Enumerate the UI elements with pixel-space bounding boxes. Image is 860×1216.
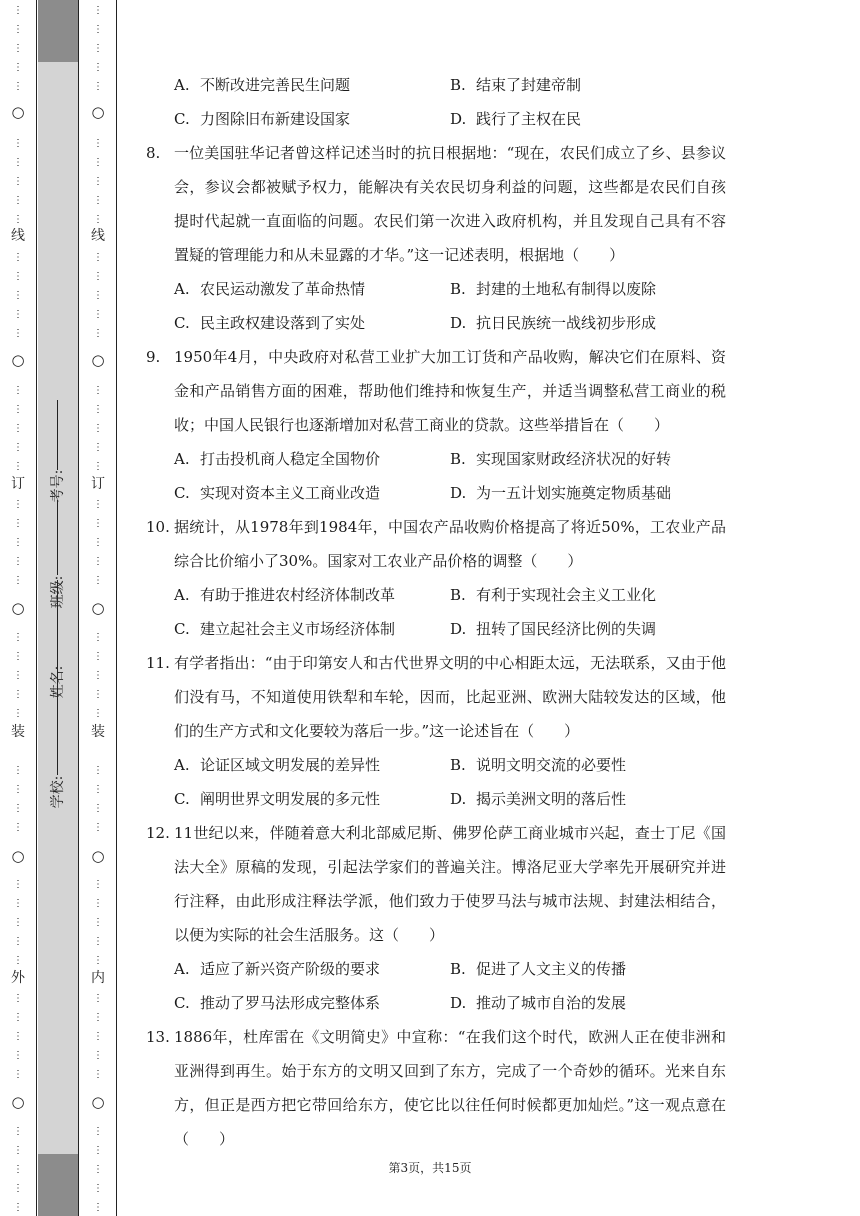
option-text: 推动了城市自治的发展	[476, 994, 627, 1012]
option-letter: B.	[450, 76, 466, 94]
student-field-label: 班级:	[50, 575, 66, 609]
perforation-dot: ⋮	[13, 24, 23, 35]
question-number: 12.	[146, 824, 170, 842]
question-stem: 11世纪以来，伴随着意大利北部威尼斯、佛罗伦萨工商业城市兴起，查士丁尼《国法大全》原稿的发现，引起法学家们的普遍关注。博洛尼亚大学率先开展研究并进行注释，由此形成注释法学派，他们致力于使罗马法与城市法规、封建法相结合，以便为实际的社会生活服务。这（ ）	[174, 824, 726, 944]
option-letter: D.	[450, 790, 467, 808]
perforation-dot: ⋮	[13, 1202, 23, 1213]
student-field-label: 学校:	[50, 775, 66, 809]
option-text: 说明文明交流的必要性	[476, 756, 627, 774]
cut-circle-icon: ○	[11, 103, 25, 121]
perforation-dot: ⋮	[93, 1126, 103, 1137]
perforation-dot: ⋮	[93, 1164, 103, 1175]
cut-circle-icon: ○	[91, 847, 105, 865]
option	[450, 782, 726, 816]
option-letter: B.	[450, 960, 466, 978]
question-number: 9.	[146, 348, 161, 366]
binding-strip-inner	[80, 0, 117, 1216]
perforation-dot: ⋮	[93, 1031, 103, 1042]
perforation-dot: ⋮	[13, 898, 23, 909]
perforation-dot: ⋮	[93, 632, 103, 643]
option-text: 建立起社会主义市场经济体制	[200, 620, 396, 638]
question-stem: 据统计，从1978年到1984年，中国农产品收购价格提高了将近50%，工农业产品综合比价缩小了30%。国家对工农业产品价格的调整（ ）	[174, 518, 726, 570]
question-stem: 1886年，杜库雷在《文明简史》中宣称：“在我们这个时代，欧洲人正在使非洲和亚洲得到再生。始于东方的文明又回到了东方，完成了一个奇妙的循环。光来自东方，但正是西方把它带回给东方，使它比以往任何时候都更加灿烂。”这一观点意在（ ）	[174, 1028, 726, 1148]
perforation-dot: ⋮	[13, 689, 23, 700]
perforation-dot: ⋮	[93, 518, 103, 529]
option-text: 论证区域文明发展的差异性	[200, 756, 381, 774]
perforation-dot: ⋮	[13, 252, 23, 263]
option-letter: A.	[174, 450, 190, 468]
perforation-dot: ⋮	[93, 176, 103, 187]
perforation-dot: ⋮	[13, 309, 23, 320]
perforation-dot: ⋮	[93, 879, 103, 890]
perforation-dot: ⋮	[13, 1012, 23, 1023]
option	[174, 578, 450, 612]
option-letter: D.	[450, 484, 467, 502]
perforation-dot: ⋮	[93, 1012, 103, 1023]
cut-circle-icon: ○	[11, 599, 25, 617]
perforation-dot: ⋮	[93, 252, 103, 263]
perforation-dot: ⋮	[93, 195, 103, 206]
option-text: 揭示美洲文明的落后性	[476, 790, 627, 808]
perforation-dot: ⋮	[13, 1183, 23, 1194]
perforation-dot: ⋮	[93, 499, 103, 510]
question-body	[146, 646, 726, 748]
perforation-dot: ⋮	[93, 442, 103, 453]
binding-mark: 外	[11, 970, 25, 986]
option-text: 适应了新兴资产阶级的要求	[200, 960, 381, 978]
perforation-dot: ⋮	[93, 784, 103, 795]
perforation-dot: ⋮	[93, 24, 103, 35]
perforation-dot: ⋮	[13, 784, 23, 795]
option	[174, 272, 450, 306]
perforation-dot: ⋮	[13, 1145, 23, 1156]
option	[450, 102, 726, 136]
question-body	[146, 510, 726, 578]
binding-mark: 线	[11, 228, 25, 244]
option-text: 民主政权建设落到了实处	[200, 314, 366, 332]
option-letter: D.	[450, 314, 467, 332]
perforation-dot: ⋮	[13, 879, 23, 890]
option-text: 扭转了国民经济比例的失调	[476, 620, 657, 638]
perforation-dot: ⋮	[13, 632, 23, 643]
option-text: 推动了罗马法形成完整体系	[200, 994, 381, 1012]
option-text: 践行了主权在民	[476, 110, 582, 128]
student-field-blank[interactable]	[57, 400, 58, 470]
strip-cap-top	[38, 0, 78, 62]
perforation-dot: ⋮	[13, 385, 23, 396]
option-text: 促进了人文主义的传播	[476, 960, 627, 978]
option	[450, 476, 726, 510]
option-letter: C.	[174, 484, 190, 502]
option-letter: A.	[174, 586, 190, 604]
perforation-dot: ⋮	[13, 461, 23, 472]
binding-mark: 装	[91, 724, 105, 740]
perforation-dot: ⋮	[13, 1069, 23, 1080]
question-stem: 有学者指出：“由于印第安人和古代世界文明的中心相距太远，无法联系，又由于他们没有马，不知道使用铁犁和车轮，因而，比起亚洲、欧洲大陆较发达的区域，他们的生产方式和文化要较为落后一步。”这一论述旨在（ ）	[174, 654, 726, 740]
perforation-dot: ⋮	[13, 5, 23, 16]
cut-circle-icon: ○	[91, 351, 105, 369]
perforation-dot: ⋮	[93, 993, 103, 1004]
perforation-dot: ⋮	[93, 5, 103, 16]
perforation-dot: ⋮	[13, 195, 23, 206]
perforation-dot: ⋮	[93, 1183, 103, 1194]
option-letter: D.	[450, 994, 467, 1012]
perforation-dot: ⋮	[13, 214, 23, 225]
perforation-dot: ⋮	[13, 499, 23, 510]
perforation-dot: ⋮	[93, 1069, 103, 1080]
perforation-dot: ⋮	[13, 518, 23, 529]
option	[174, 68, 450, 102]
option-letter: C.	[174, 110, 190, 128]
binding-mark: 线	[91, 228, 105, 244]
question	[146, 510, 726, 646]
question-options	[146, 272, 726, 340]
perforation-dot: ⋮	[93, 1050, 103, 1061]
inner-cut-line	[80, 0, 116, 1216]
perforation-dot: ⋮	[13, 537, 23, 548]
question-options	[146, 748, 726, 816]
binding-mark: 内	[91, 970, 105, 986]
option-text: 力图除旧布新建设国家	[200, 110, 351, 128]
question-body	[146, 816, 726, 952]
perforation-dot: ⋮	[93, 575, 103, 586]
page-footer: 第3页，共15页	[388, 1161, 472, 1175]
question-body	[146, 340, 726, 442]
perforation-dot: ⋮	[13, 271, 23, 282]
perforation-dot: ⋮	[93, 822, 103, 833]
perforation-dot: ⋮	[93, 670, 103, 681]
perforation-dot: ⋮	[13, 575, 23, 586]
option	[450, 578, 726, 612]
perforation-dot: ⋮	[93, 708, 103, 719]
cut-circle-icon: ○	[11, 847, 25, 865]
option	[450, 442, 726, 476]
perforation-dot: ⋮	[93, 689, 103, 700]
perforation-dot: ⋮	[13, 442, 23, 453]
perforation-dot: ⋮	[13, 822, 23, 833]
option-text: 有利于实现社会主义工业化	[476, 586, 657, 604]
question-number: 10.	[146, 518, 170, 536]
option-letter: B.	[450, 450, 466, 468]
perforation-dot: ⋮	[93, 917, 103, 928]
question-body	[146, 1020, 726, 1156]
question	[146, 136, 726, 340]
perforation-dot: ⋮	[13, 708, 23, 719]
perforation-dot: ⋮	[93, 1145, 103, 1156]
perforation-dot: ⋮	[93, 461, 103, 472]
cut-circle-icon: ○	[11, 351, 25, 369]
option	[450, 68, 726, 102]
option-letter: C.	[174, 314, 190, 332]
option	[450, 272, 726, 306]
perforation-dot: ⋮	[13, 157, 23, 168]
perforation-dot: ⋮	[13, 936, 23, 947]
option	[174, 442, 450, 476]
cut-circle-icon: ○	[91, 1093, 105, 1111]
perforation-dot: ⋮	[13, 290, 23, 301]
option-text: 结束了封建帝制	[476, 76, 582, 94]
option	[174, 476, 450, 510]
perforation-dot: ⋮	[93, 1202, 103, 1213]
perforation-dot: ⋮	[93, 157, 103, 168]
option-text: 封建的土地私有制得以废除	[476, 280, 657, 298]
question-body	[146, 136, 726, 272]
cut-circle-icon: ○	[91, 103, 105, 121]
question-stem: 1950年4月，中央政府对私营工业扩大加工订货和产品收购，解决它们在原料、资金和产品销售方面的困难，帮助他们维持和恢复生产，并适当调整私营工商业的税收；中国人民银行也逐渐增加对私营工商业的贷款。这些举措旨在（ ）	[174, 348, 726, 434]
perforation-dot: ⋮	[93, 765, 103, 776]
perforation-dot: ⋮	[93, 271, 103, 282]
perforation-dot: ⋮	[13, 43, 23, 54]
option-letter: B.	[450, 586, 466, 604]
perforation-dot: ⋮	[93, 936, 103, 947]
perforation-dot: ⋮	[13, 917, 23, 928]
option	[174, 748, 450, 782]
cut-circle-icon: ○	[91, 599, 105, 617]
student-field-blank[interactable]	[57, 500, 58, 575]
option-letter: A.	[174, 756, 190, 774]
option-letter: A.	[174, 960, 190, 978]
perforation-dot: ⋮	[93, 898, 103, 909]
perforation-dot: ⋮	[13, 404, 23, 415]
binding-mark: 订	[91, 476, 105, 492]
perforation-dot: ⋮	[13, 138, 23, 149]
option-text: 实现对资本主义工商业改造	[200, 484, 381, 502]
perforation-dot: ⋮	[13, 993, 23, 1004]
perforation-dot: ⋮	[93, 81, 103, 92]
perforation-dot: ⋮	[13, 1050, 23, 1061]
option-letter: C.	[174, 620, 190, 638]
perforation-dot: ⋮	[93, 651, 103, 662]
option-letter: A.	[174, 280, 190, 298]
perforation-dot: ⋮	[93, 537, 103, 548]
perforation-dot: ⋮	[13, 1031, 23, 1042]
perforation-dot: ⋮	[13, 556, 23, 567]
perforation-dot: ⋮	[13, 328, 23, 339]
question-options	[146, 578, 726, 646]
option	[450, 306, 726, 340]
perforation-dot: ⋮	[93, 138, 103, 149]
student-field-label: 考号:	[50, 469, 66, 503]
option-letter: D.	[450, 110, 467, 128]
option-text: 实现国家财政经济状况的好转	[476, 450, 672, 468]
perforation-dot: ⋮	[13, 651, 23, 662]
question-number: 8.	[146, 144, 161, 162]
option	[174, 782, 450, 816]
perforation-dot: ⋮	[13, 1164, 23, 1175]
option-letter: C.	[174, 994, 190, 1012]
perforation-dot: ⋮	[13, 670, 23, 681]
perforation-dot: ⋮	[93, 62, 103, 73]
perforation-dot: ⋮	[93, 404, 103, 415]
perforation-dot: ⋮	[93, 328, 103, 339]
perforation-dot: ⋮	[93, 290, 103, 301]
perforation-dot: ⋮	[93, 214, 103, 225]
option	[174, 306, 450, 340]
option-text: 不断改进完善民生问题	[200, 76, 351, 94]
perforation-dot: ⋮	[13, 1126, 23, 1137]
question-list	[146, 68, 726, 1156]
perforation-dot: ⋮	[93, 803, 103, 814]
perforation-dot: ⋮	[93, 309, 103, 320]
option	[450, 612, 726, 646]
option	[450, 952, 726, 986]
option-text: 为一五计划实施奠定物质基础	[476, 484, 672, 502]
question-7-options	[146, 68, 726, 136]
binding-mark: 装	[11, 724, 25, 740]
option	[174, 986, 450, 1020]
option-letter: C.	[174, 790, 190, 808]
binding-strip-outer	[0, 0, 37, 1216]
question	[146, 816, 726, 1020]
outer-cut-line	[0, 0, 36, 1216]
perforation-dot: ⋮	[93, 43, 103, 54]
perforation-dot: ⋮	[13, 81, 23, 92]
option	[174, 612, 450, 646]
option	[174, 102, 450, 136]
question	[146, 646, 726, 816]
cut-circle-icon: ○	[11, 1093, 25, 1111]
option	[450, 986, 726, 1020]
option-text: 有助于推进农村经济体制改革	[200, 586, 396, 604]
perforation-dot: ⋮	[13, 765, 23, 776]
question-number: 13.	[146, 1028, 170, 1046]
student-info-strip	[38, 0, 79, 1216]
question	[146, 340, 726, 510]
perforation-dot: ⋮	[93, 556, 103, 567]
option-text: 打击投机商人稳定全国物价	[200, 450, 381, 468]
perforation-dot: ⋮	[13, 423, 23, 434]
question-number: 11.	[146, 654, 170, 672]
student-field-label: 姓名:	[50, 665, 66, 699]
perforation-dot: ⋮	[13, 176, 23, 187]
option-letter: B.	[450, 756, 466, 774]
option-letter: A.	[174, 76, 190, 94]
option-text: 农民运动激发了革命热情	[200, 280, 366, 298]
perforation-dot: ⋮	[13, 955, 23, 966]
perforation-dot: ⋮	[93, 423, 103, 434]
option-text: 阐明世界文明发展的多元性	[200, 790, 381, 808]
question-options	[146, 952, 726, 1020]
perforation-dot: ⋮	[93, 385, 103, 396]
question-stem: 一位美国驻华记者曾这样记述当时的抗日根据地：“现在，农民们成立了乡、县参议会，参议会都被赋予权力，能解决有关农民切身利益的问题，这些都是农民们自孩提时代起就一直面临的问题。农民们第一次进入政府机构，并且发现自己具有不容置疑的管理能力和从未显露的才华。”这一记述表明，根据地（ ）	[174, 144, 726, 264]
option	[450, 748, 726, 782]
binding-mark: 订	[11, 476, 25, 492]
option-text: 抗日民族统一战线初步形成	[476, 314, 657, 332]
perforation-dot: ⋮	[13, 803, 23, 814]
perforation-dot: ⋮	[93, 955, 103, 966]
question-options	[146, 442, 726, 510]
option-letter: B.	[450, 280, 466, 298]
question	[146, 1020, 726, 1156]
option-letter: D.	[450, 620, 467, 638]
option	[174, 952, 450, 986]
perforation-dot: ⋮	[13, 62, 23, 73]
